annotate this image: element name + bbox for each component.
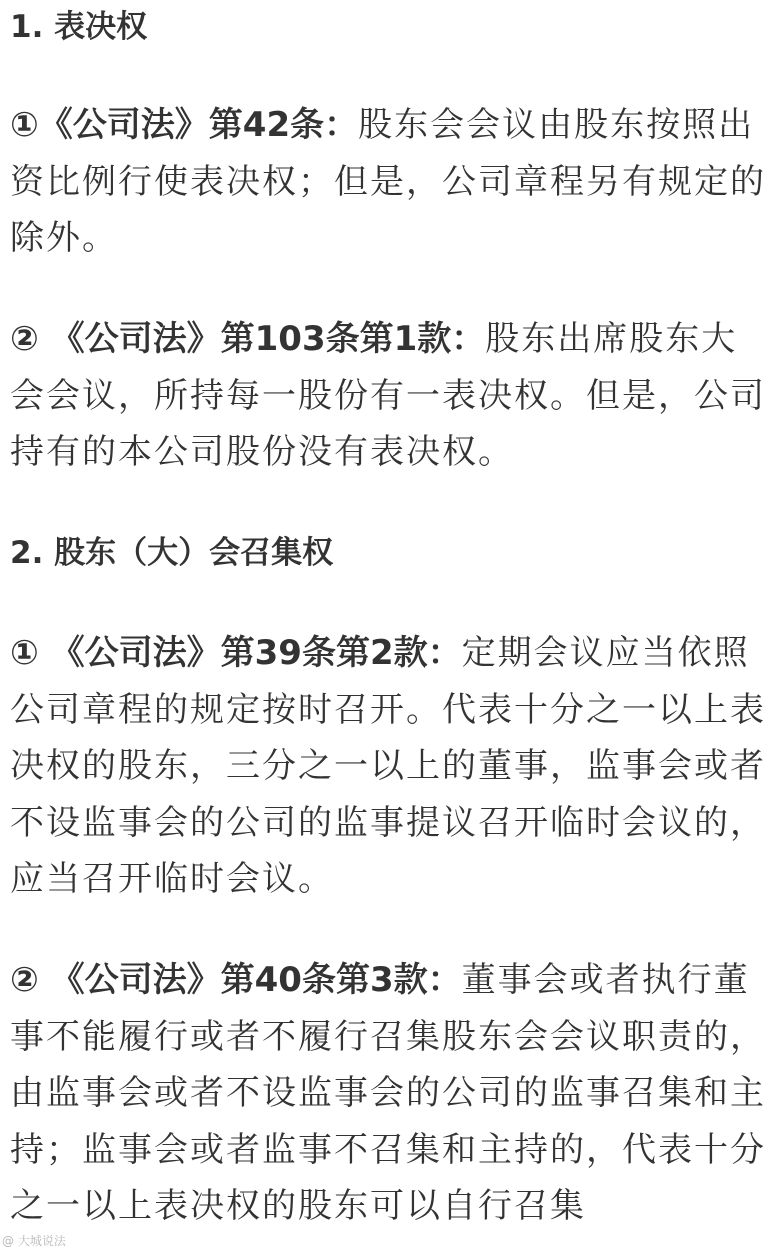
- law-reference: ② 《公司法》第40条第3款：: [10, 960, 462, 1000]
- article-103-paragraph: [10, 311, 772, 481]
- law-text: 股东出席股东大会会议，所持每一股份有一表决权。但是，公司持有的本公司股份没有表决权。: [10, 319, 766, 472]
- law-text: 定期会议应当依照公司章程的规定按时召开。代表十分之一以上表决权的股东，三分之一以上的董事，监事会或者不设监事会的公司的监事提议召开临时会议的，应当召开临时会议。: [10, 633, 766, 899]
- article-39-paragraph: [10, 625, 772, 908]
- section-heading-convening-right: 2. 股东（大）会召集权: [10, 535, 334, 571]
- law-text: 股东会会议由股东按照出资比例行使表决权；但是，公司章程另有规定的除外。: [10, 105, 766, 258]
- law-text: 董事会或者执行董事不能履行或者不履行召集股东会会议职责的，由监事会或者不设监事会的公司的监事召集和主持；监事会或者监事不召集和主持的，代表十分之一以上表决权的股东可以自行召集: [10, 960, 766, 1226]
- law-reference: ② 《公司法》第103条第1款：: [10, 319, 486, 359]
- law-reference: ① 《公司法》第39条第2款：: [10, 633, 462, 673]
- watermark: @ 大城说法: [2, 1234, 66, 1248]
- article-40-paragraph: [10, 952, 772, 1235]
- section-heading-voting-right: 1. 表决权: [10, 9, 148, 45]
- article-42-paragraph: [10, 97, 772, 267]
- law-reference: ①《公司法》第42条：: [10, 105, 359, 145]
